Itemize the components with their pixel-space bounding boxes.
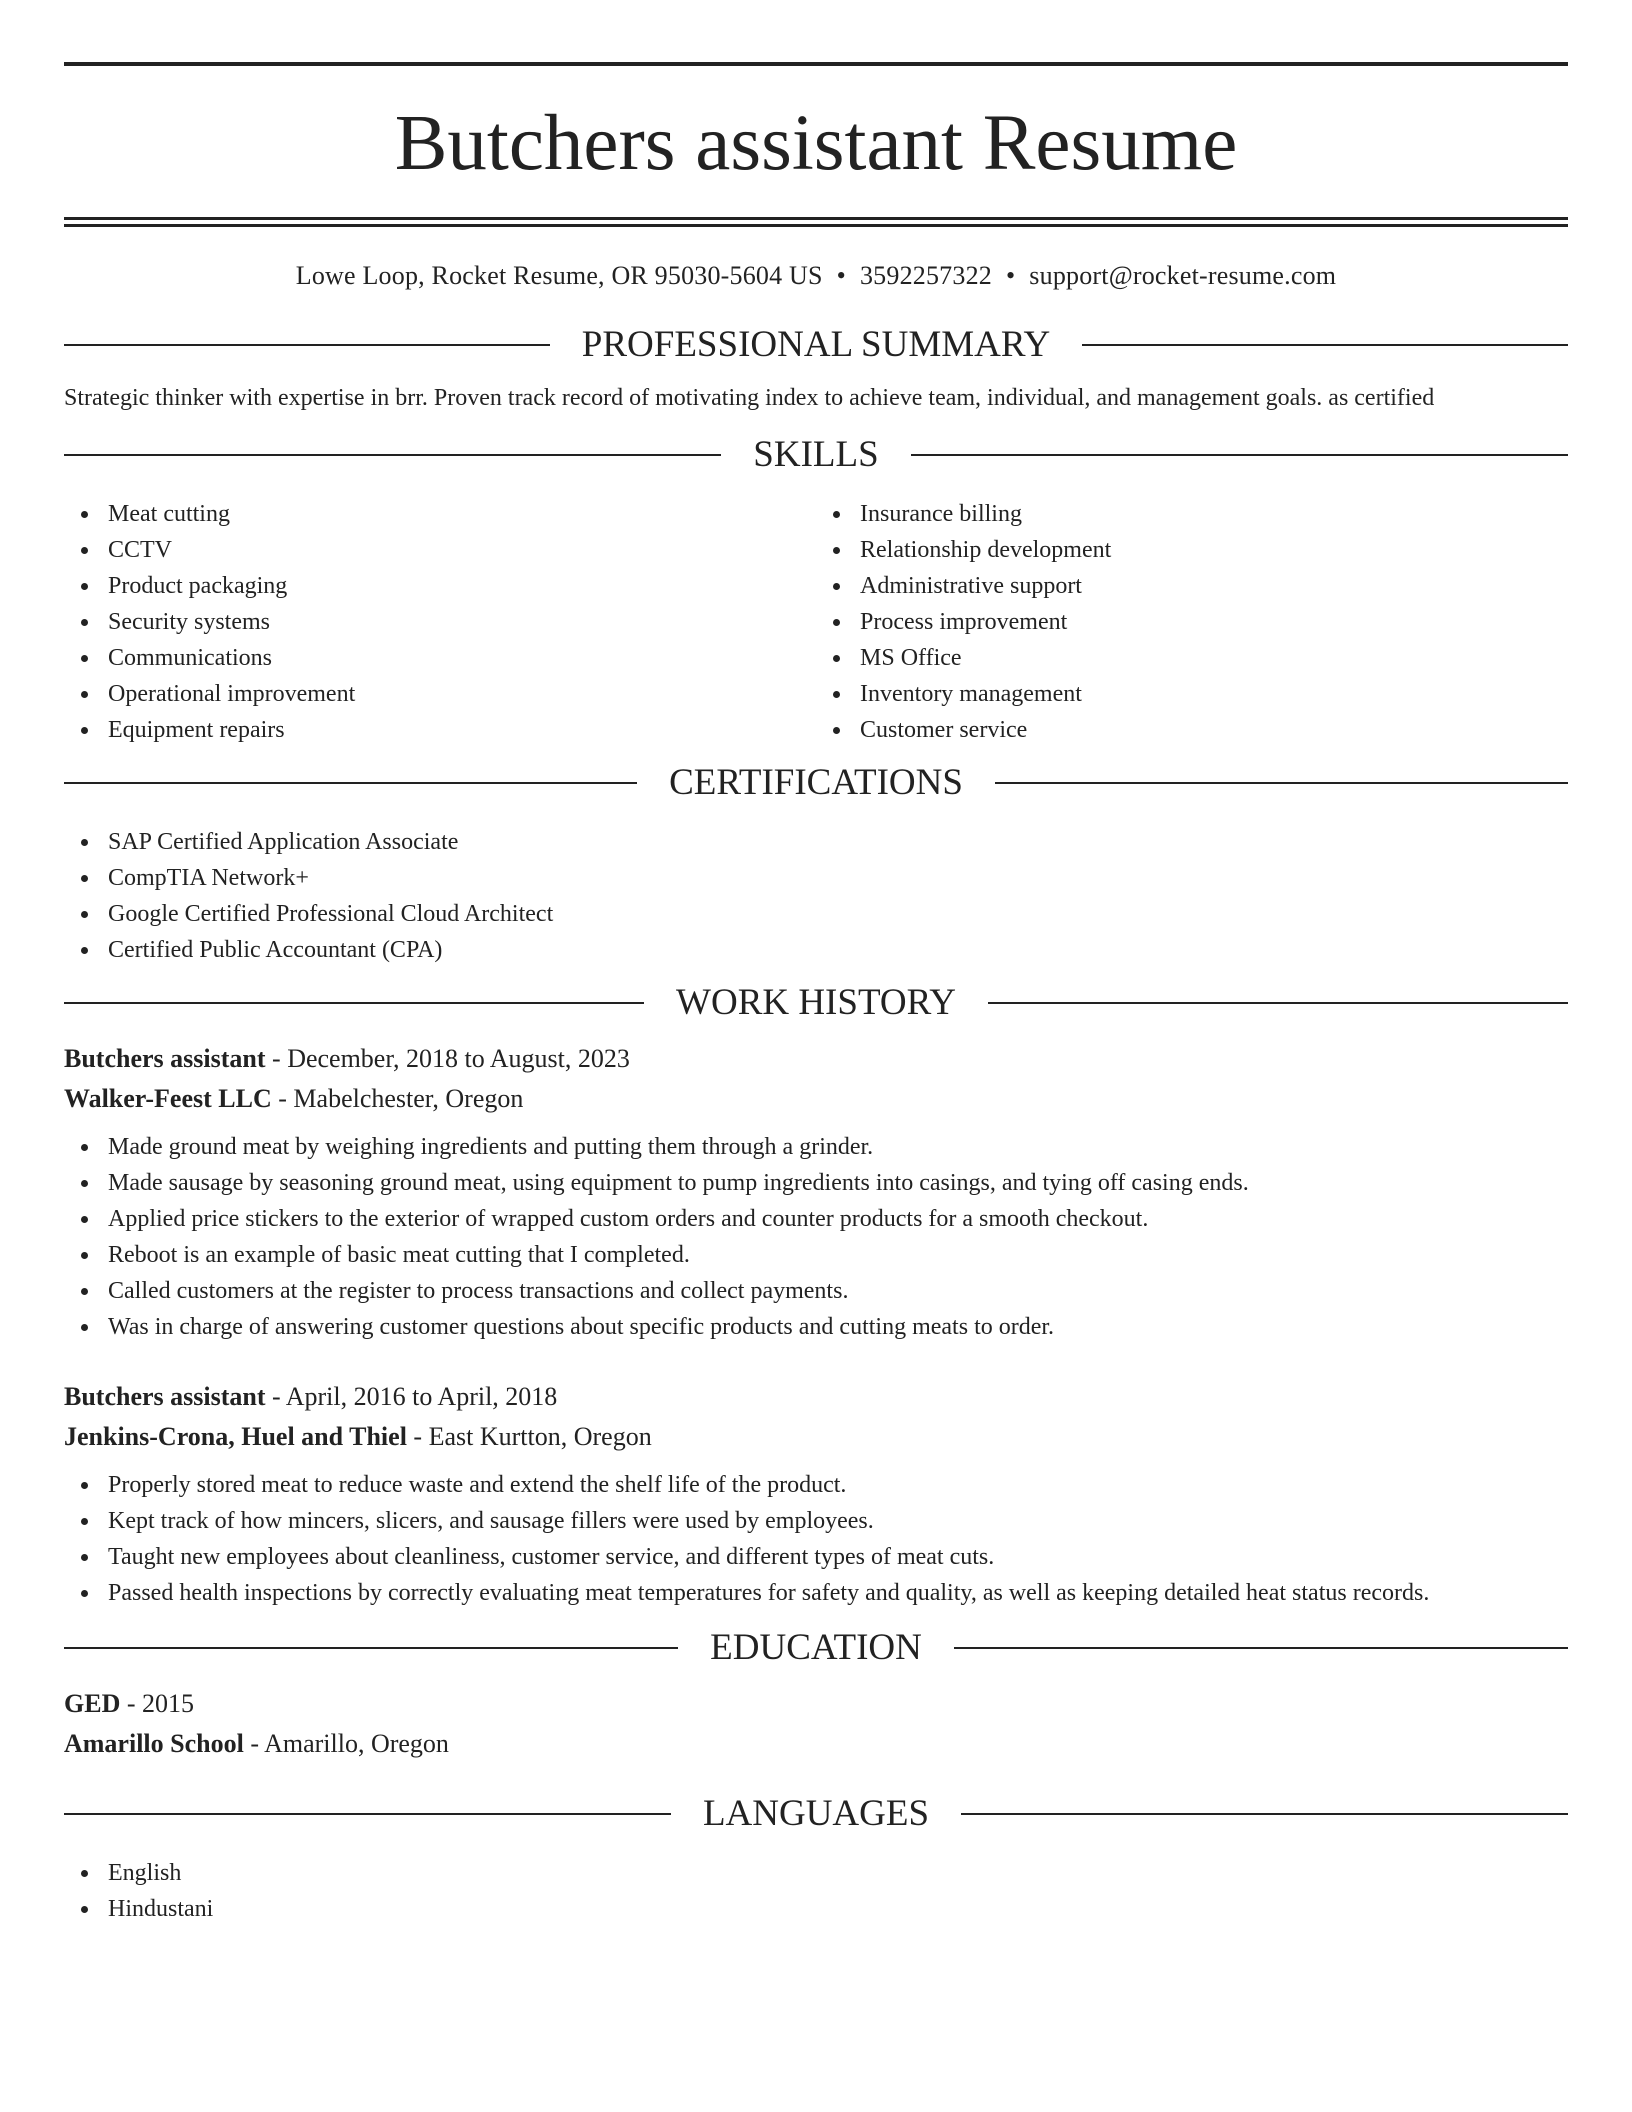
skills-list — [64, 496, 1568, 748]
skill-item: Communications — [64, 640, 816, 676]
certification-item: SAP Certified Application Associate — [64, 824, 1568, 860]
heading-rule — [64, 1813, 671, 1815]
job-company: Walker-Feest LLC — [64, 1084, 272, 1114]
heading-rule — [911, 454, 1568, 456]
contact-line — [64, 263, 1568, 289]
dash: - — [265, 1044, 288, 1074]
job-dates: December, 2018 to August, 2023 — [287, 1044, 630, 1074]
contact-phone: 3592257322 — [859, 261, 992, 290]
education-school-line — [64, 1724, 1568, 1764]
section-title: WORK HISTORY — [676, 982, 956, 1024]
section-title: SKILLS — [753, 434, 879, 476]
education-location: Amarillo, Oregon — [264, 1729, 449, 1759]
education-degree: GED — [64, 1689, 121, 1719]
dash: - — [271, 1084, 294, 1114]
skill-item: Equipment repairs — [64, 712, 816, 748]
skill-item: Customer service — [816, 712, 1568, 748]
heading-rule — [961, 1813, 1568, 1815]
section-heading-summary — [64, 326, 1568, 363]
dash: - — [406, 1422, 429, 1452]
job-dates: April, 2016 to April, 2018 — [285, 1382, 558, 1412]
job-duty: Kept track of how mincers, slicers, and sausage fillers were used by employees. — [64, 1503, 1568, 1539]
language-item: Hindustani — [64, 1891, 1568, 1927]
job-location: Mabelchester, Oregon — [293, 1084, 524, 1114]
skill-item: Inventory management — [816, 676, 1568, 712]
heading-rule — [995, 782, 1568, 784]
certification-item: Google Certified Professional Cloud Architect — [64, 896, 1568, 932]
contact-separator: • — [1005, 261, 1016, 290]
contact-separator: • — [836, 261, 846, 290]
heading-rule — [1082, 344, 1568, 346]
section-title: EDUCATION — [710, 1627, 922, 1669]
language-item: English — [64, 1855, 1568, 1891]
skill-item: Process improvement — [816, 604, 1568, 640]
title-double-rule — [64, 217, 1568, 227]
heading-rule — [64, 454, 721, 456]
job-duty: Reboot is an example of basic meat cutting that I completed. — [64, 1237, 1568, 1273]
job-duty: Called customers at the register to process transactions and collect payments. — [64, 1273, 1568, 1309]
heading-rule — [988, 1002, 1568, 1004]
job-duties-list — [64, 1467, 1568, 1611]
heading-rule — [64, 344, 550, 346]
section-heading-education — [64, 1627, 1568, 1669]
job-entry — [64, 1377, 1568, 1611]
section-heading-work-history — [64, 982, 1568, 1024]
certification-item: Certified Public Accountant (CPA) — [64, 932, 1568, 968]
job-duty: Made sausage by seasoning ground meat, using equipment to pump ingredients into casings, and tying off casing ends. — [64, 1165, 1568, 1201]
skill-item: Product packaging — [64, 568, 816, 604]
languages-list — [64, 1855, 1568, 1927]
job-duties-list — [64, 1129, 1568, 1345]
skill-item: Meat cutting — [64, 496, 816, 532]
summary-text: Strategic thinker with expertise in brr. Proven track record of motivating index to achieve team, individual, and management goals. as certified — [64, 385, 1435, 411]
heading-rule — [64, 782, 637, 784]
resume-title: Butchers assistant Resume — [394, 100, 1238, 187]
certification-item: CompTIA Network+ — [64, 860, 1568, 896]
job-title: Butchers assistant — [64, 1044, 266, 1074]
skill-item: Insurance billing — [816, 496, 1568, 532]
heading-rule — [954, 1647, 1568, 1649]
job-duty: Applied price stickers to the exterior of wrapped custom orders and counter products for a smooth checkout. — [64, 1201, 1568, 1237]
section-title: CERTIFICATIONS — [669, 762, 963, 804]
heading-rule — [64, 1002, 644, 1004]
contact-address: Lowe Loop, Rocket Resume, OR 95030-5604 US — [295, 261, 823, 290]
skill-item: Administrative support — [816, 568, 1568, 604]
dash: - — [120, 1689, 143, 1719]
heading-rule — [64, 1647, 678, 1649]
job-company-line — [64, 1417, 1568, 1457]
job-duty: Passed health inspections by correctly evaluating meat temperatures for safety and quality, as well as keeping detailed heat status records. — [64, 1575, 1568, 1611]
contact-email: support@rocket-resume.com — [1029, 261, 1337, 290]
job-entry — [64, 1039, 1568, 1345]
job-duty: Was in charge of answering customer questions about specific products and cutting meats to order. — [64, 1309, 1568, 1345]
skills-column-right — [816, 496, 1568, 748]
job-duty: Properly stored meat to reduce waste and extend the shelf life of the product. — [64, 1467, 1568, 1503]
job-company: Jenkins-Crona, Huel and Thiel — [64, 1422, 407, 1452]
job-duty: Taught new employees about cleanliness, customer service, and different types of meat cuts. — [64, 1539, 1568, 1575]
education-entry — [64, 1684, 1568, 1764]
skills-column-left — [64, 496, 816, 748]
skill-item: MS Office — [816, 640, 1568, 676]
section-title: PROFESSIONAL SUMMARY — [581, 324, 1051, 365]
section-heading-skills — [64, 434, 1568, 476]
section-title: LANGUAGES — [702, 1793, 930, 1835]
skill-item: Security systems — [64, 604, 816, 640]
skill-item: Relationship development — [816, 532, 1568, 568]
education-year: 2015 — [142, 1689, 195, 1719]
education-degree-line — [64, 1684, 1568, 1724]
job-location: East Kurtton, Oregon — [428, 1422, 652, 1452]
job-title-line — [64, 1039, 1568, 1079]
dash: - — [243, 1729, 265, 1759]
dash: - — [265, 1382, 286, 1412]
job-duty: Made ground meat by weighing ingredients and putting them through a grinder. — [64, 1129, 1568, 1165]
job-title: Butchers assistant — [64, 1382, 266, 1412]
skill-item: Operational improvement — [64, 676, 816, 712]
section-heading-certifications — [64, 762, 1568, 804]
education-school: Amarillo School — [64, 1729, 244, 1759]
section-heading-languages — [64, 1793, 1568, 1835]
certifications-list — [64, 824, 1568, 968]
job-title-line — [64, 1377, 1568, 1417]
skill-item: CCTV — [64, 532, 816, 568]
job-company-line — [64, 1079, 1568, 1119]
